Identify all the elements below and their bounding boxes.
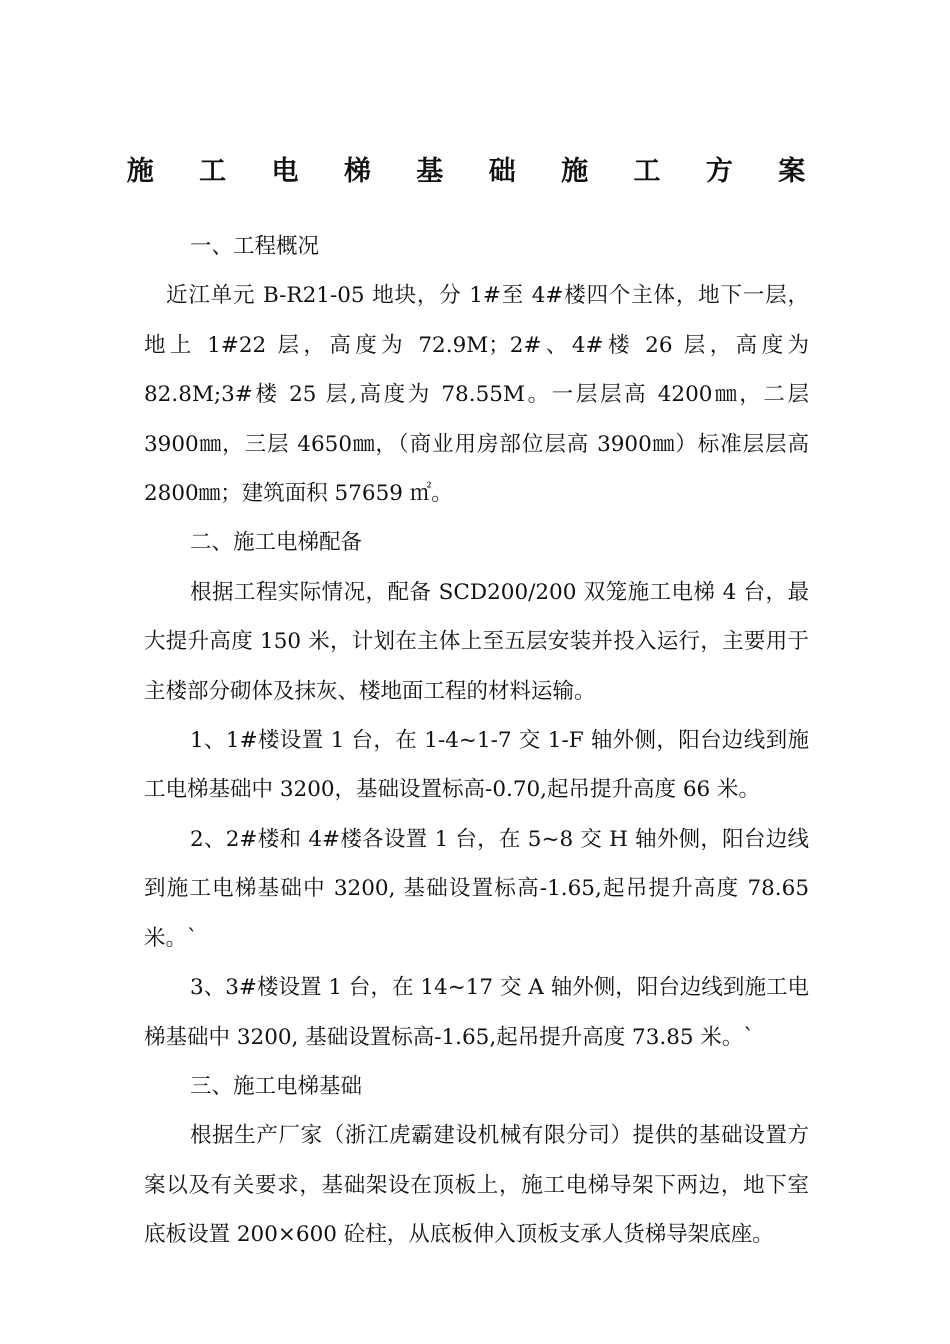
paragraph-building-2-4: 2、2#楼和 4#楼各设置 1 台，在 5~8 交 H 轴外侧，阳台边线到施工电梯基础中 3200, 基础设置标高-1.65,起吊提升高度 78.65 米。` [144,826,809,951]
paragraph-building-3: 3、3#楼设置 1 台，在 14~17 交 A 轴外侧，阳台边线到施工电梯基础中 3200, 基础设置标高-1.65,起吊提升高度 73.85 米。` [144,975,809,1050]
section-heading-elevator-foundation: 三、施工电梯基础 [190,1073,363,1099]
paragraph-overview: 近江单元 B-R21-05 地块，分 1#至 4#楼四个主体，地下一层，地上 1#22 层，高度为 72.9M；2#、4#楼 26 层，高度为 82.8M;3#楼 25 层,高度为 78.55M。一层层高 4200㎜，二层 3900㎜，三层 4650㎜，（商业用房部位层高 3900㎜）标准层层高 2800㎜；建筑面积 57659 ㎡。 [144,283,809,507]
section-heading-elevator-equipment: 二、施工电梯配备 [190,530,363,556]
paragraph-building-1: 1、1#楼设置 1 台，在 1-4~1-7 交 1-F 轴外侧，阳台边线到施工电梯基础中 3200，基础设置标高-0.70,起吊提升高度 66 米。 [144,728,809,803]
document-title: 施 工 电 梯 基 础 施 工 方 案 [126,156,824,187]
paragraph-equipment: 根据工程实际情况，配备 SCD200/200 双笼施工电梯 4 台，最大提升高度 150 米，计划在主体上至五层安装并投入运行，主要用于主楼部分砌体及抹灰、楼地面工程的材料运输。 [144,579,809,704]
section-heading-overview: 一、工程概况 [190,234,320,259]
document-body [144,222,809,1260]
paragraph-foundation: 根据生产厂家（浙江虎霸建设机械有限分司）提供的基础设置方案以及有关要求，基础架设在顶板上，施工电梯导架下两边，地下室底板设置 200×600 砼柱，从底板伸入顶板支承人货梯导架底座。 [144,1123,809,1248]
